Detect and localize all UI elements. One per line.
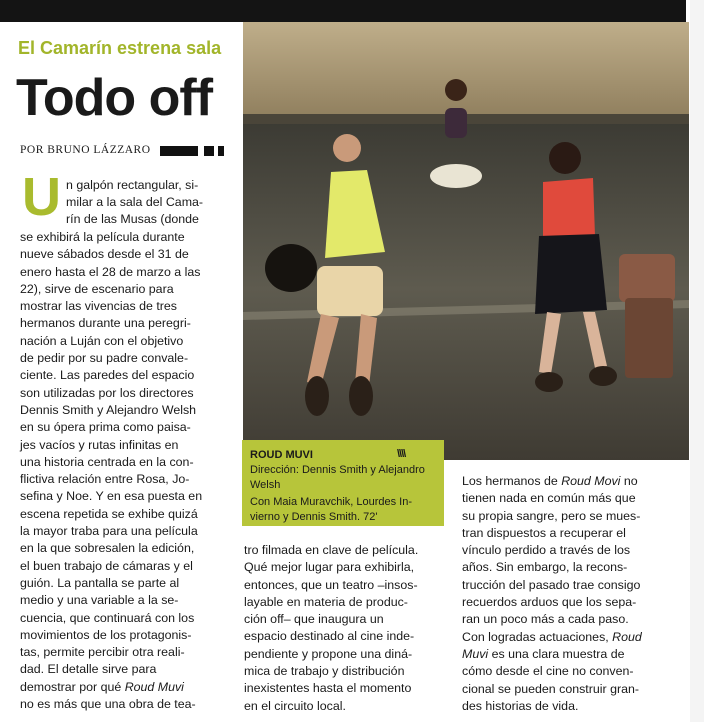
col1-line: enero hasta el 28 de marzo a las	[20, 264, 201, 279]
col2-line: Qué mejor lugar para exhibirla,	[244, 560, 415, 575]
col1-line: nueve sábados desde el 31 de	[20, 247, 189, 262]
col1-line: una historia centrada en la con-	[20, 454, 194, 469]
col1-line: el buen trabajo de cámaras y el	[20, 558, 193, 573]
col1-line: 22), sirve de escenario para	[20, 281, 174, 296]
col1-line: tas, permite percibir otra reali-	[20, 645, 185, 660]
col1-line: jes vacíos y rutas infinitas en	[20, 437, 179, 452]
col1-line-mixed: demostrar por qué Roud Muvi	[20, 679, 184, 694]
col3-line: tienen nada en común más que	[462, 491, 636, 506]
col3-line-mixed: Con logradas actuaciones, Roud	[462, 629, 642, 644]
film-info-box	[242, 440, 444, 526]
column-1	[20, 229, 236, 713]
col1-line: se exhibirá la película durante	[20, 230, 185, 244]
col1-line: en su ópera prima como paisa-	[20, 420, 191, 435]
col1-first-line-1: n galpón rectangular, si-	[66, 178, 199, 192]
col2-line: layable en materia de produc-	[244, 594, 408, 609]
col3-line: cómo desde el cine no conven-	[462, 664, 634, 679]
headline: Todo off	[16, 69, 213, 127]
col3-line: ran un poco más a cada paso.	[462, 612, 629, 627]
col1-line: guión. La pantalla se parte al	[20, 575, 180, 590]
col3-line: recuerdos arduos que los sepa-	[462, 595, 637, 610]
col1-line: son utilizadas por los directores	[20, 385, 194, 400]
col2-line: entonces, que un teatro –insos-	[244, 577, 418, 592]
col1-line: en la que sobresalen la edición,	[20, 541, 195, 556]
page-edge	[690, 0, 704, 722]
col1-line: mostrar las vivencias de tres	[20, 299, 178, 314]
col2-line: tro filmada en clave de película.	[244, 543, 419, 557]
column-2	[244, 542, 450, 715]
col1-line: hermanos durante una peregri-	[20, 316, 191, 331]
cast-line-1: Con Maia Muravchik, Lourdes In-	[250, 496, 413, 508]
col1-line: nación a Luján con el objetivo	[20, 333, 184, 348]
byline: POR BRUNO LÁZZARO	[20, 144, 151, 156]
kicker: El Camarín estrena sala	[18, 38, 222, 58]
film-title: ROUD MUVI	[250, 449, 313, 461]
col1-line: no es más que una obra de tea-	[20, 697, 196, 712]
top-black-bar	[0, 0, 686, 22]
col3-line: trucción del pasado trae consigo	[462, 577, 641, 592]
col1-line: la mayor traba para una película	[20, 524, 198, 539]
col1-line: dad. El detalle sirve para	[20, 662, 157, 677]
col1-first-line-2: milar a la sala del Cama-	[66, 195, 204, 209]
col3-line: des historias de vida.	[462, 698, 579, 713]
col1-line: sefina y Noe. Y en esa puesta en	[20, 489, 203, 504]
col1-line: ciente. Las paredes del espacio	[20, 368, 195, 383]
col3-line-mixed: Muvi es una clara muestra de	[462, 646, 625, 661]
column-3	[462, 473, 684, 715]
col1-line: cuencia, que continuará con los	[20, 610, 195, 625]
rating-marks: \\\\	[397, 448, 406, 460]
col2-line: mica de trabajo y distribución	[244, 664, 405, 679]
col1-line: Dennis Smith y Alejandro Welsh	[20, 402, 197, 417]
col3-line-mixed: Los hermanos de Roud Movi no	[462, 474, 638, 488]
col1-first-line-3: rín de las Musas (donde	[66, 212, 199, 226]
col3-line: tran dispuestos a recuperar el	[462, 525, 626, 540]
col1-line: de pedir por su padre convale-	[20, 351, 189, 366]
cast-line-2: vierno y Dennis Smith. 72'	[250, 511, 378, 523]
col3-line: cional se pueden construir gran-	[462, 681, 640, 696]
film-still-photo	[243, 22, 689, 460]
col1-line: flictiva relación entre Rosa, Jo-	[20, 472, 190, 487]
direction-line-1: Dirección: Dennis Smith y Alejandro	[250, 464, 425, 476]
col2-line: en el circuito local.	[244, 698, 346, 713]
col2-line: pendiente y propone una diná-	[244, 646, 413, 661]
col1-line: escena repetida se exhibe quizá	[20, 506, 198, 521]
col2-line: espacio destinado al cine inde-	[244, 629, 415, 644]
col3-line: su propia sangre, pero se mues-	[462, 508, 641, 523]
col1-line: movimientos de los protagonis-	[20, 627, 192, 642]
col2-line: inexistentes hasta el momento	[244, 681, 412, 696]
col3-line: años. Sin embargo, la recons-	[462, 560, 628, 575]
col3-line: vínculo perdido a través de los	[462, 543, 631, 558]
direction-line-2: Welsh	[250, 479, 281, 491]
col2-line: ción off– que inaugura un	[244, 612, 384, 627]
drop-cap: U	[22, 167, 61, 227]
col1-line: medio y una variable a la se-	[20, 593, 179, 608]
